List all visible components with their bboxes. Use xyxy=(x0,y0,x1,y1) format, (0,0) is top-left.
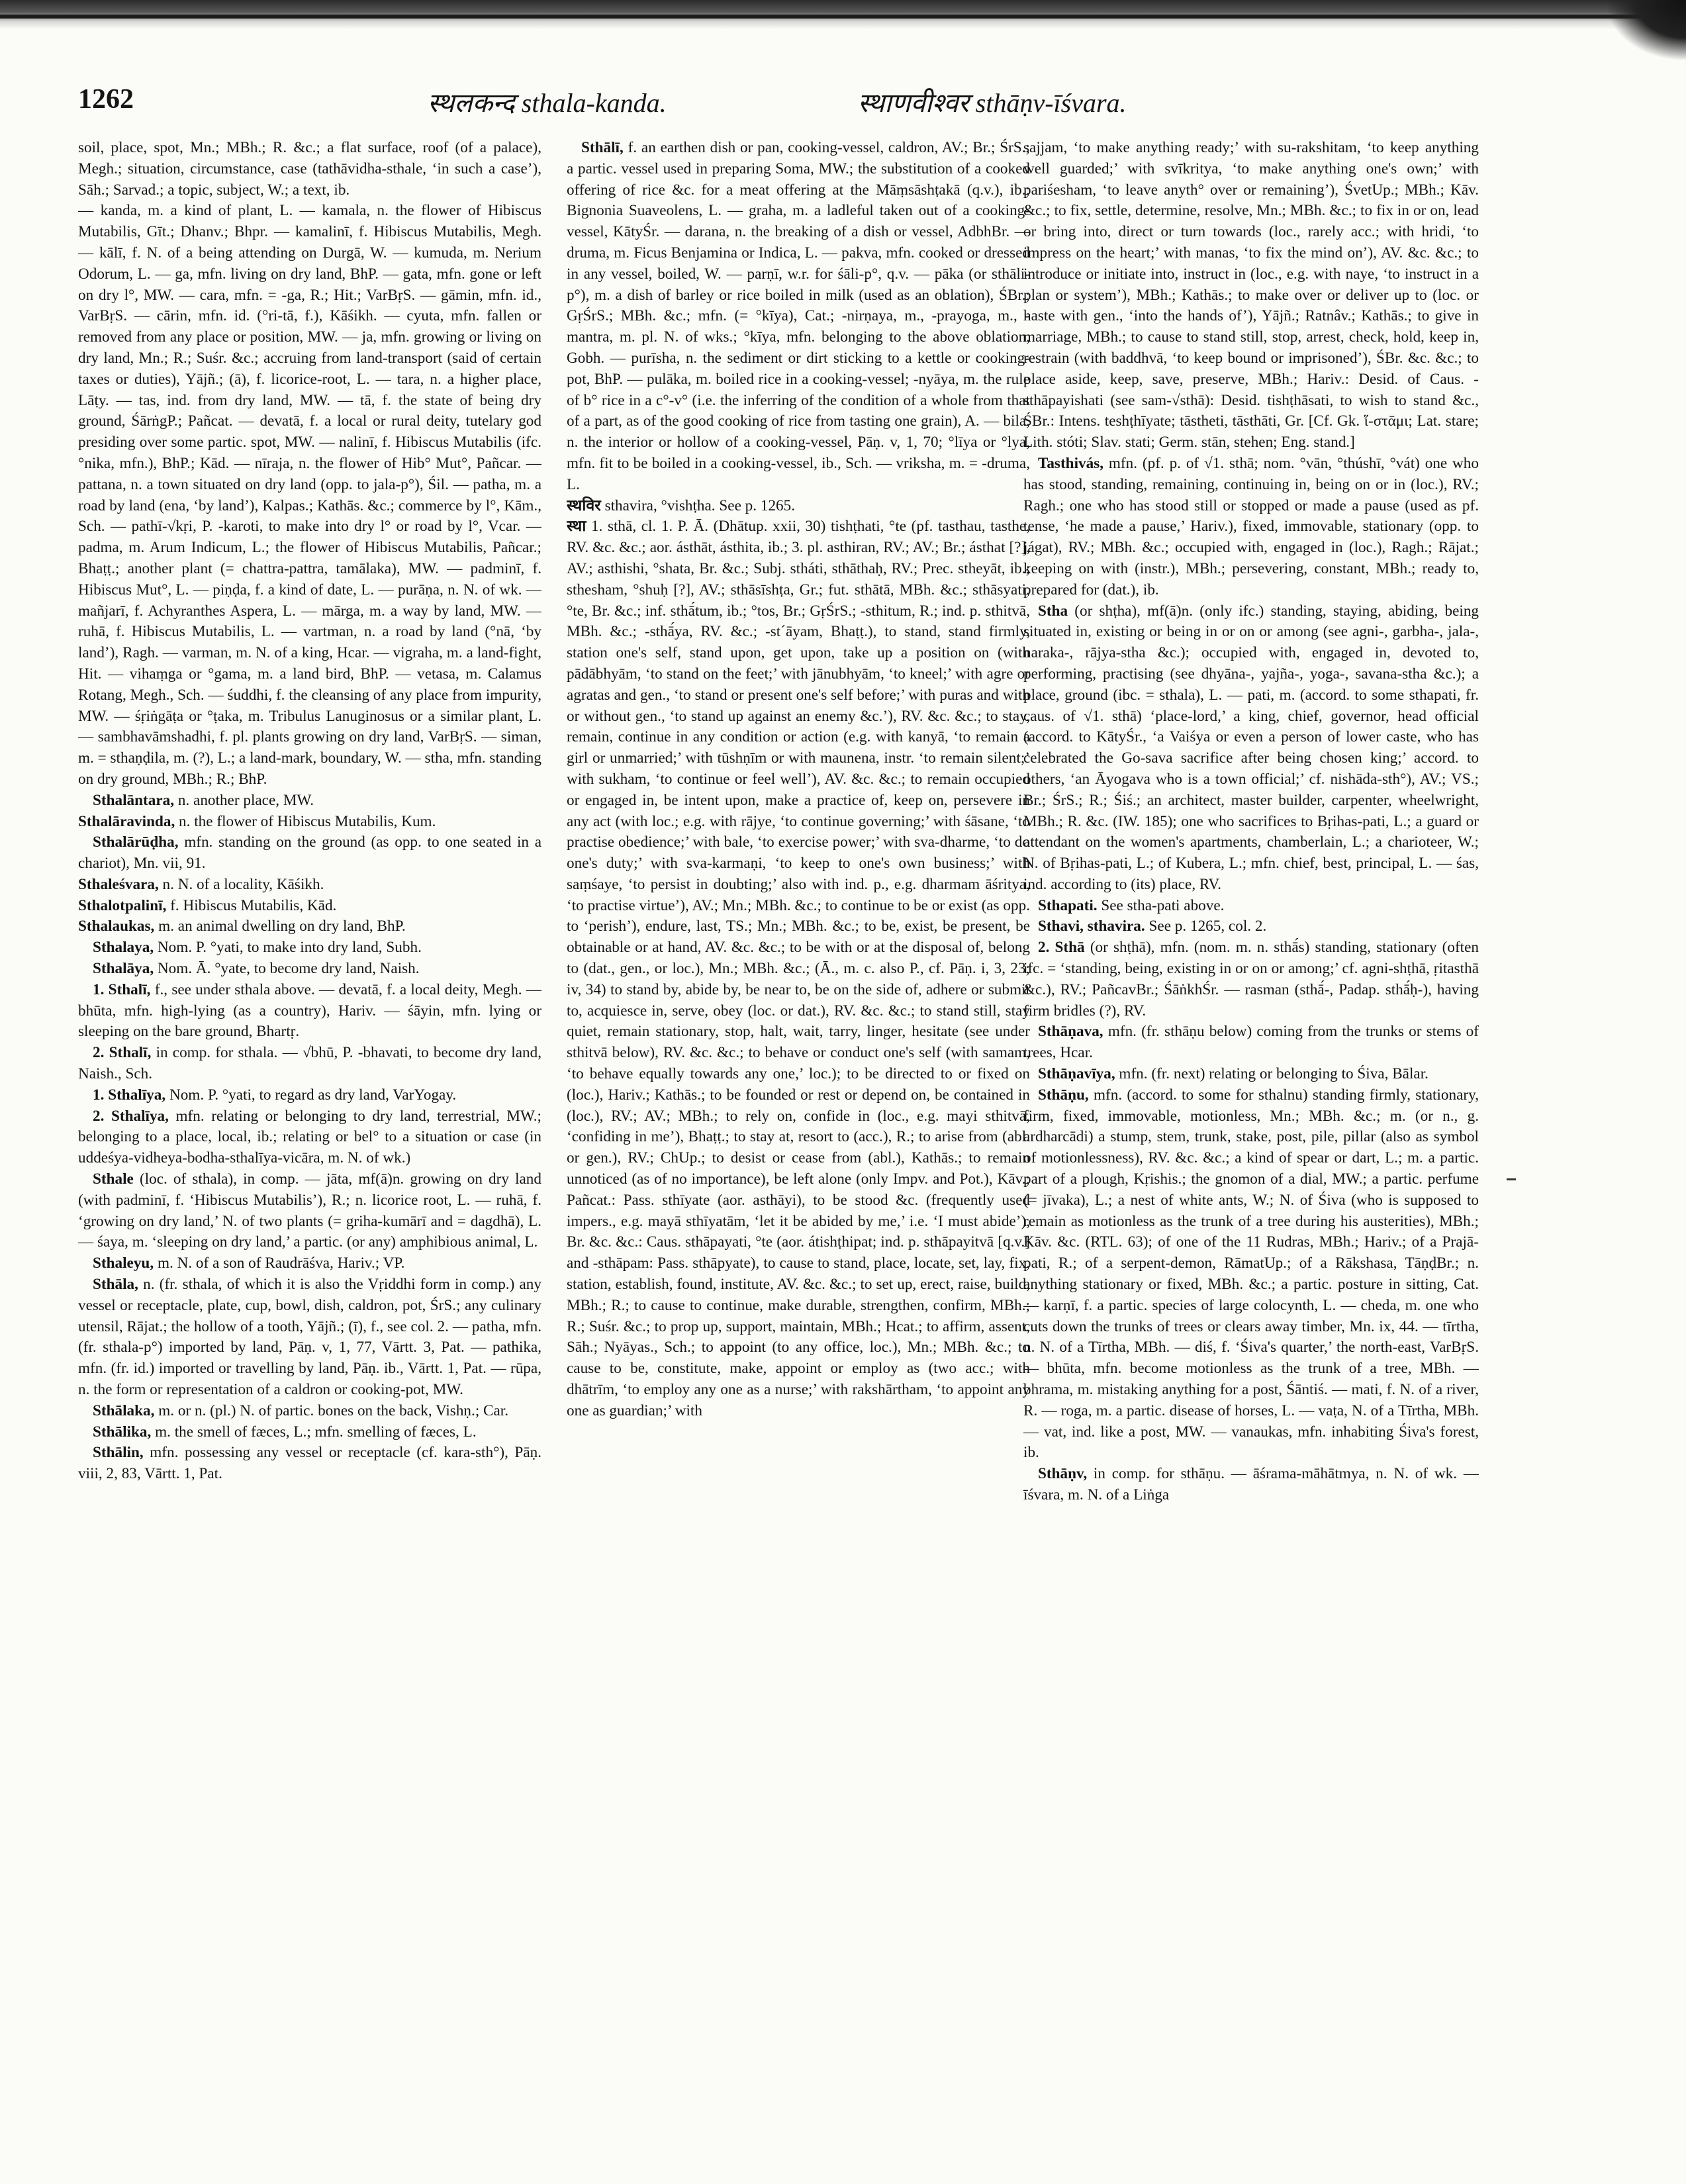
entry-headword: Sthālī, xyxy=(581,139,624,156)
entry-text: mfn. (fr. sthāṇu below) coming from the trunks or stems of trees, Hcar. xyxy=(1023,1023,1479,1062)
dictionary-entry xyxy=(78,959,541,980)
dictionary-entry xyxy=(1023,1064,1479,1085)
entry-headword: Sthalārūḍha, xyxy=(93,833,179,851)
dictionary-entry xyxy=(78,790,541,812)
dictionary-entry xyxy=(1023,937,1479,1021)
entry-headword: Sthalaukas, xyxy=(78,918,155,935)
entry-headword: Sthapati. xyxy=(1038,896,1098,914)
entry-headword: Sthalāravinda, xyxy=(78,812,175,830)
column-3 xyxy=(1023,138,1479,2163)
entry-text: soil, place, spot, Mn.; MBh.; R. &c.; a flat surface, roof (of a palace), Megh.; situation, circumstance, case (tathāvidha-sthale, ‘in such a case’), Sāh.; Sarvad.; a topic, subject, W.; a text, ib. xyxy=(78,139,541,199)
dictionary-entry xyxy=(1023,1021,1479,1064)
page-number: 1262 xyxy=(78,84,134,115)
dictionary-entry xyxy=(567,516,1030,1421)
entry-text: n. another place, MW. xyxy=(177,791,314,809)
entry-headword: 2. Sthā xyxy=(1038,939,1085,957)
entry-text: See stha-pati above. xyxy=(1101,896,1225,914)
entry-text: (loc. of sthala), in comp. — jāta, mf(ā)n. growing on dry land (with padminī, f. ‘Hibiscus Mutabilis’), R.; n. licorice root, L. — ruhā, f. ‘growing on dry land,’ N. of two plants (= griha-kumārī and = dagdhā), L. — śaya, m. ‘sleeping on dry land,’ a partic. (or any) amphibious animal, L. xyxy=(78,1170,541,1251)
dictionary-entry xyxy=(567,138,1030,496)
entry-headword: Stha xyxy=(1038,602,1068,620)
entry-text: See p. 1265, col. 2. xyxy=(1148,918,1267,935)
entry-text: n. (fr. sthala, of which it is also the Vṛiddhi form in comp.) any vessel or receptacle, plate, cup, bowl, dish, caldron, pot, ŚrS.; any culinary utensil, Rājat.; the hollow of a tooth, Yājñ.; (ī), f., see col. 2. — patha, mfn. (fr. sthala-p°) imported by land, Pāṇ. v, 1, 77, Vārtt. 3, Pat. — pathika, mfn. (fr. id.) imported or travelling by land, Pāṇ. ib., Vārtt. 1, Pat. — rūpa, n. the form or representation of a caldron or cooking-pot, MW. xyxy=(78,1276,541,1399)
dictionary-entry xyxy=(78,1043,541,1085)
column-1 xyxy=(78,138,541,2163)
entry-text: 1. sthā, cl. 1. P. Ā. (Dhātup. xxii, 30) tishṭhati, °te (pf. tasthau, tasthe, RV. &c. &c.; aor. ásthāt, ásthita, ib.; 3. pl. asthiran, RV.; AV.; Br.; ásthat [?], AV.; asthishi, °shata, Br. &c.; Subj. stháti, sthāthaḥ, RV.; Prec. stheyāt, ib.; sthesham, °shuḥ [?], AV.; sthāsīshṭa, Gr.; fut. sthātā, MBh. &c.; sthāsyati, °te, Br. &c.; inf. sthā́tum, ib.; °tos, Br.; GṛŚrS.; -sthitum, R.; ind. p. sthitvā, MBh. &c.; -sthā́ya, RV. &c.; -st´āyam, Bhaṭṭ.), to stand, stand firmly, station one's self, stand upon, get upon, take up a position on (with pādābhyām, ‘to stand on the feet;’ with jānubhyām, ‘to kneel;’ with agre or agratas and gen., ‘to stand or present one's self before;’ with puras and with or without gen., ‘to stand up against an enemy &c.’), RV. &c. &c.; to stay, remain, continue in any condition or action (e.g. with kanyā, ‘to remain a girl or unmarried;’ with tūshṇīm or with maunena, instr. ‘to remain silent;’ with sukham, ‘to continue or feel well’), AV. &c. &c.; to remain occupied or engaged in, be intent upon, make a practice of, keep on, persevere in any act (with loc.; e.g. with rājye, ‘to continue governing;’ with śāsane, ‘to practise obedience;’ with bale, ‘to exercise power;’ with sva-dharme, ‘to do one's duty;’ with sva-karmaṇi, ‘to keep to one's own business;’ with saṃśaye, ‘to persist in doubting;’ also with ind. p., e.g. dharmam āśritya, ‘to practise virtue’), AV.; Mn.; MBh. &c.; to continue to be or exist (as opp. to ‘perish’), endure, last, TS.; Mn.; MBh. &c.; to be, exist, be present, be obtainable or at hand, AV. &c. &c.; to be with or at the disposal of, belong to (dat., gen., or loc.), Mn.; MBh. &c.; (Ā., m. c. also P., cf. Pāṇ. i, 3, 23; iv, 34) to stand by, abide by, be near to, be on the side of, adhere or submit to, acquiesce in, serve, obey (loc. or dat.), RV. &c. &c.; to stand still, stay quiet, remain stationary, stop, halt, wait, tarry, linger, hesitate (see under sthitvā below), RV. &c. &c.; to behave or conduct one's self (with samam, ‘to behave equally towards any one,’ loc.); to be directed to or fixed on (loc.), Hariv.; Kathās.; to be founded or rest or depend on, be contained in (loc.), RV.; AV.; MBh.; to rely on, confide in (loc., e.g. mayi sthitvā, ‘confiding in me’), Bhaṭṭ.; to stay at, resort to (acc.), R.; to arise from (abl. or gen.), RV.; ChUp.; to desist or cease from (abl.), Kathās.; to remain unnoticed (as of no importance), be left alone (only Impv. and Pot.), Kāv.; Pañcat.: Pass. sthīyate (aor. asthāyi), to be stood &c. (frequently used impers., e.g. mayā sthīyatām, ‘let it be abided by me,’ i.e. ‘I must abide’), Br. &c. &c.: Caus. sthāpayati, °te (aor. átishṭhipat; ind. p. sthāpayitvā [q.v.] and -sthāpam: Pass. sthāpyate), to cause to stand, place, locate, set, lay, fix, station, establish, found, institute, AV. &c. &c.; to set up, erect, raise, build, MBh.; R.; to cause to continue, make durable, strengthen, confirm, MBh.; R.; Suśr. &c.; to prop up, support, maintain, MBh.; Hcat.; to affirm, assent, Sāh.; Nyāyas., Sch.; to appoint (to any office, loc.), Mn.; MBh. &c.; to cause to be, constitute, make, appoint or employ as (two acc.; with dhātrīm, ‘to employ any one as a nurse;’ with rakshārtham, ‘to appoint any one as guardian;’ with xyxy=(567,518,1030,1419)
dictionary-entry xyxy=(1023,601,1479,896)
dictionary-entry xyxy=(1023,453,1479,601)
entry-headword: Sthalāya, xyxy=(93,960,154,978)
scan-corner-mark xyxy=(1607,0,1686,60)
entry-headword: Sthālin, xyxy=(93,1444,144,1462)
entry-text: mfn. relating or belonging to dry land, terrestrial, MW.; belonging to a place, local, ib.; relating or bel° to a situation or case (in uddeśya-vidheya-bodha-sthalīya-vicāra, m. N. of wk.) xyxy=(78,1107,541,1167)
entry-headword: Sthāṇava, xyxy=(1038,1023,1103,1041)
dictionary-entry xyxy=(78,1422,541,1443)
entry-text: sthavira, °vishṭha. See p. 1265. xyxy=(604,497,796,514)
entry-headword: Sthavi, sthavira. xyxy=(1038,918,1145,935)
entry-headword: Sthalāntara, xyxy=(93,791,175,809)
page-header xyxy=(78,83,1442,123)
entry-headword: Sthāṇu, xyxy=(1038,1086,1089,1104)
dictionary-entry xyxy=(1023,1085,1479,1464)
entry-headword: Sthalotpalinī, xyxy=(78,896,167,914)
entry-headword: Sthāṇavīya, xyxy=(1038,1065,1115,1083)
entry-text: f. Hibiscus Mutabilis, Kād. xyxy=(170,896,337,914)
entry-headword: Sthāla, xyxy=(93,1276,138,1294)
header-right-guideword: स्थाणवीश्वर sthāṇv-īśvara. xyxy=(858,88,1127,118)
dictionary-entry xyxy=(78,875,541,896)
dictionary-entry xyxy=(567,496,1030,517)
entry-text: in comp. for sthāṇu. — āśrama-māhātmya, n. N. of wk. — īśvara, m. N. of a Liṅga xyxy=(1023,1465,1479,1503)
entry-headword: 2. Sthalī, xyxy=(93,1044,152,1062)
dictionary-entry xyxy=(78,1443,541,1485)
entry-headword: Tasthivás, xyxy=(1038,454,1104,472)
dictionary-entry xyxy=(78,1274,541,1401)
entry-text: mfn. standing on the ground (as opp. to one seated in a chariot), Mn. vii, 91. xyxy=(78,833,541,873)
entry-headword: Sthālika, xyxy=(93,1423,152,1441)
entry-text: mfn. possessing any vessel or receptacle (cf. kara-sth°), Pāṇ. viii, 2, 83, Vārtt. 1, Pat. xyxy=(78,1444,541,1483)
entry-text: Nom. P. °yati, to make into dry land, Subh. xyxy=(157,939,422,957)
dictionary-entry xyxy=(78,937,541,959)
dictionary-entry xyxy=(78,1085,541,1106)
dictionary-entry xyxy=(78,201,541,790)
entry-text: mfn. (accord. to some for sthalnu) standing firmly, stationary, firm, fixed, immovable, motionless, Mn.; MBh. &c.; m. (or n., g. ardharcādi) a stump, stem, trunk, stake, post, pile, pillar (also as symbol of motionlessness), RV. &c. &c.; a kind of spear or dart, L.; m. a partic. part of a plough, Kṛishis.; the gnomon of a dial, MW.; a partic. perfume (= jīvaka), L.; a nest of white ants, W.; N. of Śiva (who is supposed to remain as motionless as the trunk of a tree during his austerities), MBh.; Kāv. &c. (RTL. 63); of one of the 11 Rudras, MBh.; Hariv.; of a Prajā-pati, R.; of a serpent-demon, RāmatUp.; of a Rākshasa, TāṇḍBr.; n. anything stationary or fixed, MBh. &c.; a partic. posture in sitting, Cat. — karṇī, f. a partic. species of large colocynth, L. — cheda, m. one who cuts down the trunks of trees or clears away timber, Mn. ix, 44. — tīrtha, n. N. of a Tīrtha, MBh. — diś, f. ‘Śiva's quarter,’ the north-east, VarBṛS. — bhūta, mfn. become motionless as the trunk of a tree, MBh. — bhrama, m. mistaking anything for a post, Śāntiś. — mati, f. N. of a river, R. — roga, m. a partic. disease of horses, L. — vaṭa, N. of a Tīrtha, MBh. — vat, ind. like a post, MW. — vanaukas, mfn. inhabiting Śiva's forest, ib. xyxy=(1023,1086,1479,1462)
entry-text: Nom. Ā. °yate, to become dry land, Naish. xyxy=(157,960,420,978)
entry-text: in comp. for sthala. — √bhū, P. -bhavati, to become dry land, Naish., Sch. xyxy=(78,1044,541,1083)
entry-text: sajjam, ‘to make anything ready;’ with su-rakshitam, ‘to keep anything well guarded;’ with svīkritya, ‘to make anything one's own;’ with pariśesham, ‘to leave anyth° over or remaining’), ŚvetUp.; MBh.; Kāv. &c.; to fix, settle, determine, resolve, Mn.; MBh. &c.; to fix in or on, lead or bring into, direct or turn towards (loc., rarely acc.; with hridi, ‘to impress on the heart;’ with manas, ‘to fix the mind on’), AV. &c. &c.; to introduce or initiate into, instruct in (loc., e.g. with naye, ‘to instruct in a plan or system’), MBh.; Kathās.; to make over or deliver up to (loc. or haste with gen., ‘into the hands of’), Yājñ.; Ratnâv.; Kathās.; to give in marriage, MBh.; to cause to stand still, stop, arrest, check, hold, keep in, restrain (with baddhvā, ‘to keep bound or imprisoned’), ŚBr. &c. &c.; to place aside, keep, save, preserve, MBh.; Hariv.: Desid. of Caus. -sthāpayishati (see sam-√sthā): Desid. tishṭhāsati, to wish to stand &c., ŚBr.: Intens. teshṭhīyate; tāstheti, tāsthāti, Gr. [Cf. Gk. ἵ-στᾱμι; Lat. stare; Lith. stóti; Slav. stati; Germ. stān, stehen; Eng. stand.] xyxy=(1023,139,1479,451)
entry-text: n. the flower of Hibiscus Mutabilis, Kum. xyxy=(179,812,436,830)
entry-text: m. the smell of fæces, L.; mfn. smelling of fæces, L. xyxy=(155,1423,477,1441)
dictionary-entry xyxy=(1023,1464,1479,1506)
entry-text: mfn. (pf. p. of √1. sthā; nom. °vān, °thúshī, °vát) one who has stood, standing, remaining, continuing in, being on or in (loc.), RV.; Ragh.; one who has stood still or stopped or made a pause (used as pf. tense, ‘he made a pause,’ Hariv.), fixed, immovable, stationary (opp. to jágat), RV.; MBh. &c.; occupied with, engaged in (loc.), Ragh.; Rājat.; keeping on with (instr.), MBh.; persevering, constant, MBh.; ready to, prepared for (dat.), ib. xyxy=(1023,454,1479,598)
entry-headword: Sthale xyxy=(93,1170,134,1188)
dictionary-entry xyxy=(78,832,541,875)
dictionary-entry xyxy=(78,916,541,937)
dictionary-entry xyxy=(78,1401,541,1422)
entry-text: n. N. of a locality, Kāśikh. xyxy=(162,875,324,893)
scan-top-rule xyxy=(0,15,1686,19)
dictionary-entry xyxy=(78,1169,541,1253)
dictionary-entry xyxy=(1023,138,1479,453)
entry-text: — kanda, m. a kind of plant, L. — kamala, n. the flower of Hibiscus Mutabilis, Gīt.; Dhanv.; Bhpr. — kamalinī, f. Hibiscus Mutabilis, Megh. — kālī, f. N. of a being attending on Durgā, W. — kumuda, m. Nerium Odorum, L. — ga, mfn. living on dry land, BhP. — gata, mfn. gone or left on dry l°, MW. — cara, mfn. = -ga, R.; Hit.; VarBṛS. — gāmin, mfn. id., VarBṛS. — cārin, mfn. id. (°ri-tā, f.), Kāśikh. — cyuta, mfn. fallen or removed from any place or position, MW. — ja, mfn. growing or living on dry land, Mn.; R.; Suśr. &c.; accruing from land-transport (said of certain taxes or duties), Yājñ.; (ā), f. licorice-root, L. — tara, n. a higher place, Lāṭy. — tas, ind. from dry land, MW. — tā, f. the state of being dry ground, ŚārṅgP.; Pañcat. — devatā, f. a local or rural deity, tutelary god presiding over some partic. spot, MW. — nalinī, f. Hibiscus Mutabilis (ifc. °nika, mfn.), BhP.; Kād. — nīraja, n. the flower of Hib° Mut°, Pañcar. — pattana, n. a town situated on dry land (opp. to jala-p°), Śil. — patha, m. a road by land (ena, ‘by land’), Kalpas.; Kathās. &c.; commerce by l°, Kām., Sch. — pathī-√kṛi, P. -karoti, to make into dry l° or road by l°, Vcar. — padma, m. Arum Indicum, L.; the flower of Hibiscus Mutabilis, Pañcar.; Bhaṭṭ.; another plant (= chattra-pattra, tamālaka), MW. — padminī, f. Hibiscus Mut°, L. — piṇḍa, f. a kind of date, L. — purāṇa, n. N. of wk. — mañjarī, f. Achyranthes Aspera, L. — mārga, m. a way by land, MW. — ruhā, f. Hibiscus Mutabilis, L. — vartman, n. a road by land (°nā, ‘by land’), Ragh. — varman, m. N. of a king, Hcar. — vigraha, m. a land-fight, Hit. — vihaṃga or °gama, m. a land bird, BhP. — vetasa, m. Calamus Rotang, Megh., Sch. — śuddhi, f. the cleansing of any place from impurity, MW. — śṛiṅgāṭa or °ṭaka, m. Tribulus Lanuginosus or a similar plant, L. — sambhavāmshadhi, f. pl. plants growing on dry land, VarBṛS. — siman, m. = sthaṇḍila, m. (?), L.; a land-mark, boundary, W. — stha, mfn. standing on dry ground, MBh.; R.; BhP. xyxy=(78,202,541,788)
dictionary-entry xyxy=(1023,916,1479,937)
column-2 xyxy=(567,138,1030,2163)
entry-text: f., see under sthala above. — devatā, f. a local deity, Megh. — bhūta, mfn. high-lying (as a country), Hariv. — śāyin, mfn. lying or sleeping on the bare ground, Bhartṛ. xyxy=(78,980,541,1041)
dictionary-entry xyxy=(78,896,541,917)
entry-headword: स्था xyxy=(567,518,586,536)
dictionary-entry xyxy=(78,1106,541,1169)
entry-headword: Sthaleyu, xyxy=(93,1255,154,1272)
entry-headword: 1. Sthalī, xyxy=(93,980,151,998)
entry-headword: स्थविर xyxy=(567,497,601,514)
dictionary-entry xyxy=(78,138,541,201)
entry-text: f. an earthen dish or pan, cooking-vessel, caldron, AV.; Br.; ŚrS.; a partic. vessel used in preparing Soma, MW.; the substitution of a cooked offering of rice &c. for a meat offering at the Māṃsāshṭakā (q.v.), ib.; Bignonia Suaveolens, L. — graha, m. a ladleful taken out of a cooking-vessel, KātyŚr. — darana, n. the breaking of a dish or vessel, AdbhBr. — druma, m. Ficus Benjamina or Indica, L. — pakva, mfn. cooked or dressed in any vessel, boiled, W. — parṇī, w.r. for śāli-p°, q.v. — pāka (or sthāli-p°), m. a dish of barley or rice boiled in milk (used as an oblation), ŚBr.; GṛŚrS.; MBh. &c.; mfn. (= °kīya), Cat.; -nirṇaya, m., -prayoga, m., -mantra, m. pl. N. of wks.; °kīya, mfn. belonging to the above oblation, Gobh. — purīsha, n. the sediment or dirt sticking to a kettle or cooking-pot, BhP. — pulāka, m. boiled rice in a cooking-vessel; -nyāya, m. the rule of b° rice in a c°-v° (i.e. the inferring of the condition of a whole from that of a part, as of the good cooking of rice from tasting one grain), A. — bila, n. the interior or hollow of a cooking-vessel, Pāṇ. v, 1, 70; °līya or °lya, mfn. fit to be boiled in a cooking-vessel, ib., Sch. — vriksha, m. = -druma, L. xyxy=(567,139,1030,493)
entry-headword: 1. Sthalīya, xyxy=(93,1086,166,1104)
entry-headword: Sthālaka, xyxy=(93,1401,155,1419)
entry-text: (or shṭhā), mfn. (nom. m. n. sthā́s) standing, stationary (often ifc. = ‘standing, being, existing in or on or among;’ cf. agni-shṭhā, ṛitasthā &c.), RV.; PañcavBr.; ŚāṅkhŚr. — rasman (sthā́-, Padap. sthā́ḥ-), having firm bridles (?), RV. xyxy=(1023,939,1479,1020)
entry-headword: Sthaleśvara, xyxy=(78,875,159,893)
margin-mark xyxy=(1507,1178,1516,1180)
entry-text: m. N. of a son of Raudrāśva, Hariv.; VP. xyxy=(157,1255,405,1272)
dictionary-entry xyxy=(1023,896,1479,917)
entry-text: m. or n. (pl.) N. of partic. bones on the back, Vishṇ.; Car. xyxy=(158,1401,509,1419)
entry-text: Nom. P. °yati, to regard as dry land, VarYogay. xyxy=(169,1086,457,1104)
entry-headword: 2. Sthalīya, xyxy=(93,1107,169,1125)
dictionary-entry xyxy=(78,1253,541,1274)
entry-headword: Sthāṇv, xyxy=(1038,1465,1088,1483)
entry-headword: Sthalaya, xyxy=(93,939,154,957)
dictionary-entry xyxy=(78,980,541,1043)
dictionary-entry xyxy=(78,812,541,833)
entry-text: m. an animal dwelling on dry land, BhP. xyxy=(158,918,406,935)
header-left-guideword: स्थलकन्द sthala-kanda. xyxy=(428,88,667,118)
entry-text: (or shṭha), mf(ā)n. (only ifc.) standing, staying, abiding, being situated in, existing or being in or on or among (see agni-, garbha-, jala-, naraka-, rājya-stha &c.); occupied with, engaged in, devoted to, performing, practising (see dhyāna-, yajña-, yoga-, savana-stha &c.); a place, ground (ibc. = sthala), L. — pati, m. (accord. to some sthapati, fr. caus. of √1. sthā) ‘place-lord,’ a king, chief, governor, head official (accord. to KātyŚr., ‘a Vaiśya or even a person of lower caste, who has celebrated the Go-sava sacrifice after being chosen king;’ accord. to others, ‘an Āyogava who is a town official;’ cf. nishāda-sth°), AV.; VS.; Br.; ŚrS.; R.; Śiś.; an architect, master builder, carpenter, wheelwright, MBh.; R. &c. (IW. 185); one who sacrifices to Bṛihas-pati, L.; a guard or attendant on the women's apartments, chamberlain, L.; a charioteer, W.; N. of Bṛihas-pati, L.; of Kubera, L.; mfn. chief, best, principal, L. — śas, ind. according to (its) place, RV. xyxy=(1023,602,1479,893)
entry-text: mfn. (fr. next) relating or belonging to Śiva, Bālar. xyxy=(1119,1065,1428,1083)
